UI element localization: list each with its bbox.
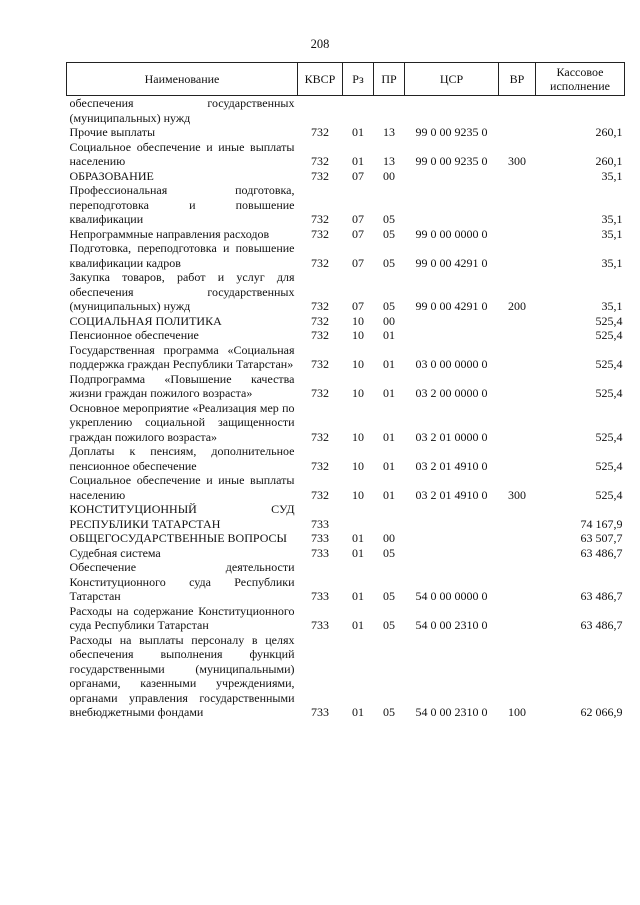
- row-pr: 05: [383, 589, 395, 603]
- row-rz: 01: [352, 125, 364, 139]
- table-row: [67, 401, 625, 445]
- row-name: Прочие выплаты: [69, 125, 156, 139]
- row-kvsr: 732: [311, 328, 329, 342]
- row-amount: 63 486,7: [580, 545, 623, 560]
- row-amount: 525,4: [595, 328, 623, 342]
- row-rz: 10: [352, 458, 364, 473]
- row-csr: 03 0 00 0000 0: [415, 357, 488, 371]
- row-csr: [405, 328, 499, 343]
- page-number: 208: [310, 37, 330, 51]
- row-vr: [499, 314, 536, 329]
- row-rz: 10: [352, 487, 364, 502]
- row-amount: 35,1: [601, 255, 623, 270]
- row-kvsr: 732: [311, 226, 329, 241]
- header-csr: ЦСР: [405, 63, 499, 96]
- row-pr: 01: [383, 386, 395, 400]
- row-kvsr: 732: [311, 154, 329, 168]
- row-amount: 35,1: [601, 168, 623, 183]
- row-name: Основное мероприятие «Реализация мер по укреплению социальной защищенности граждан пожилого возраста»: [69, 400, 295, 444]
- row-name: КОНСТИТУЦИОННЫЙ СУД РЕСПУБЛИКИ ТАТАРСТАН: [69, 502, 295, 531]
- table-row: [67, 183, 625, 227]
- row-csr: 03 2 01 4910 0: [415, 458, 488, 473]
- row-rz: [343, 96, 374, 126]
- row-csr: [405, 169, 499, 184]
- row-rz: 01: [352, 154, 364, 168]
- row-name: СОЦИАЛЬНАЯ ПОЛИТИКА: [69, 313, 222, 328]
- row-name: Непрограммные направления расходов: [69, 226, 270, 241]
- row-pr: [374, 96, 405, 126]
- table-row: [67, 546, 625, 561]
- row-name: Расходы на выплаты персоналу в целях обеспечения выполнения функций государственными (муниципальными) органами, казенными учреждениями, органами управления государственными внебюджетными фондами: [69, 632, 295, 719]
- row-pr: 01: [383, 487, 395, 502]
- row-pr: 05: [383, 618, 395, 632]
- row-name: Подготовка, переподготовка и повышение квалификации кадров: [69, 241, 295, 270]
- table-row: [67, 96, 625, 126]
- row-pr: 05: [383, 705, 395, 719]
- row-kvsr: 733: [311, 589, 329, 603]
- row-name: Закупка товаров, работ и услуг для обеспечения государственных (муниципальных) нужд: [69, 270, 295, 313]
- row-rz: 01: [352, 545, 364, 560]
- row-name: Пенсионное обеспечение: [69, 328, 199, 342]
- row-csr: 54 0 00 0000 0: [415, 589, 488, 603]
- row-csr: 54 0 00 2310 0: [415, 705, 488, 719]
- table-row: [67, 604, 625, 633]
- row-pr: 01: [383, 357, 395, 371]
- table-row: [67, 531, 625, 546]
- row-rz: 10: [352, 328, 364, 342]
- row-name: Социальное обеспечение и иные выплаты населению: [69, 139, 295, 168]
- table-row: [67, 502, 625, 531]
- row-amount: 35,1: [601, 212, 623, 226]
- row-amount: 62 066,9: [580, 705, 623, 719]
- budget-table: [66, 62, 625, 720]
- row-name: обеспечения государственных (муниципальных) нужд: [69, 96, 295, 125]
- row-pr: 01: [383, 458, 395, 473]
- row-rz: 10: [352, 357, 364, 371]
- header-rz: Рз: [343, 63, 374, 96]
- row-kvsr: 732: [311, 125, 329, 139]
- row-pr: 05: [383, 226, 395, 241]
- table-row: [67, 473, 625, 502]
- row-kvsr: 732: [311, 212, 329, 226]
- row-pr: 00: [383, 313, 395, 328]
- row-rz: 01: [352, 589, 364, 603]
- table-header-row: [67, 63, 625, 96]
- table-row: [67, 343, 625, 372]
- row-csr: 99 0 00 9235 0: [415, 125, 488, 139]
- row-pr: 00: [383, 168, 395, 183]
- row-name: Социальное обеспечение и иные выплаты населению: [69, 473, 295, 502]
- row-pr: 13: [383, 125, 395, 139]
- row-vr: [499, 328, 536, 343]
- row-pr: 05: [383, 545, 395, 560]
- row-rz: 07: [352, 255, 364, 270]
- row-pr: 05: [383, 255, 395, 270]
- row-rz: 07: [352, 226, 364, 241]
- row-pr: 05: [383, 212, 395, 226]
- row-vr: [499, 343, 536, 372]
- row-pr: 05: [383, 299, 395, 313]
- row-name: ОБРАЗОВАНИЕ: [69, 168, 154, 183]
- header-vr: ВР: [499, 63, 536, 96]
- row-name: Подпрограмма «Повышение качества жизни граждан пожилого возраста»: [69, 371, 295, 400]
- row-csr: [405, 502, 499, 531]
- row-amount: 74 167,9: [580, 516, 623, 531]
- row-vr: [499, 183, 536, 227]
- header-pr: ПР: [374, 63, 405, 96]
- row-rz: 01: [352, 618, 364, 632]
- row-name: Обеспечение деятельности Конституционного суда Республики Татарстан: [69, 560, 295, 603]
- row-csr: 99 0 00 4291 0: [415, 299, 488, 313]
- row-kvsr: 733: [311, 516, 329, 531]
- row-vr: [499, 169, 536, 184]
- row-amount: 63 507,7: [580, 531, 623, 545]
- row-name: Доплаты к пенсиям, дополнительное пенсионное обеспечение: [69, 444, 295, 473]
- row-amount: 63 486,7: [580, 589, 623, 603]
- row-vr: [499, 560, 536, 604]
- row-vr: [499, 444, 536, 473]
- row-rz: 07: [352, 168, 364, 183]
- row-amount: 525,4: [595, 313, 623, 328]
- table-row: [67, 444, 625, 473]
- row-kvsr: 732: [311, 299, 329, 313]
- row-vr: 200: [508, 299, 526, 313]
- row-vr: 300: [508, 487, 526, 502]
- row-rz: 10: [352, 386, 364, 400]
- row-amount: 525,4: [595, 357, 623, 371]
- row-csr: 03 2 00 0000 0: [415, 386, 488, 400]
- row-amount: 63 486,7: [580, 618, 623, 632]
- table-row: [67, 140, 625, 169]
- row-kvsr: 732: [311, 357, 329, 371]
- row-csr: [405, 531, 499, 546]
- table-row: [67, 125, 625, 140]
- row-kvsr: 732: [311, 429, 329, 444]
- row-vr: [499, 241, 536, 270]
- row-vr: [499, 401, 536, 445]
- row-name: ОБЩЕГОСУДАРСТВЕННЫЕ ВОПРОСЫ: [69, 531, 287, 545]
- row-vr: [499, 531, 536, 546]
- row-pr: 01: [383, 328, 395, 342]
- row-name: Профессиональная подготовка, переподготовка и повышение квалификации: [69, 183, 295, 226]
- row-pr: 01: [383, 429, 395, 444]
- row-csr: 99 0 00 9235 0: [415, 154, 488, 168]
- row-kvsr: 733: [311, 705, 329, 719]
- row-vr: 100: [508, 705, 526, 719]
- table-row: [67, 372, 625, 401]
- row-vr: [499, 227, 536, 242]
- row-rz: 07: [352, 299, 364, 313]
- table-row: [67, 560, 625, 604]
- row-csr: 99 0 00 4291 0: [415, 255, 488, 270]
- row-csr: [405, 314, 499, 329]
- row-kvsr: 732: [311, 458, 329, 473]
- row-kvsr: [298, 96, 343, 126]
- header-name: Наименование: [67, 63, 298, 96]
- row-rz: 01: [352, 705, 364, 719]
- row-name: Судебная система: [69, 545, 161, 560]
- table-row: [67, 314, 625, 329]
- row-amount: 525,4: [595, 386, 623, 400]
- row-name: Государственная программа «Социальная поддержка граждан Республики Татарстан»: [69, 342, 295, 371]
- row-csr: [405, 546, 499, 561]
- row-rz: 10: [352, 429, 364, 444]
- row-rz: [343, 502, 374, 531]
- row-kvsr: 733: [311, 618, 329, 632]
- row-csr: 03 2 01 4910 0: [415, 487, 488, 502]
- row-kvsr: 732: [311, 313, 329, 328]
- row-csr: 99 0 00 0000 0: [415, 226, 488, 241]
- row-rz: 01: [352, 531, 364, 545]
- row-amount: 35,1: [601, 299, 623, 313]
- row-rz: 10: [352, 313, 364, 328]
- row-csr: [405, 183, 499, 227]
- table-row: [67, 169, 625, 184]
- row-csr: 54 0 00 2310 0: [415, 618, 488, 632]
- table-row: [67, 270, 625, 314]
- row-kvsr: 732: [311, 487, 329, 502]
- row-vr: [499, 125, 536, 140]
- row-pr: [374, 502, 405, 531]
- header-amount: Кассовое исполнение: [536, 63, 625, 96]
- row-pr: 13: [383, 154, 395, 168]
- row-vr: [499, 96, 536, 126]
- row-vr: [499, 502, 536, 531]
- table-row: [67, 328, 625, 343]
- row-vr: [499, 604, 536, 633]
- row-amount: 35,1: [601, 226, 623, 241]
- row-csr: [405, 96, 499, 126]
- row-amount: 260,1: [595, 154, 623, 168]
- row-csr: 03 2 01 0000 0: [415, 429, 488, 444]
- row-amount: [536, 96, 625, 126]
- header-kvsr: КВСР: [298, 63, 343, 96]
- table-row: [67, 227, 625, 242]
- table-row: [67, 241, 625, 270]
- row-kvsr: 733: [311, 545, 329, 560]
- row-kvsr: 733: [311, 531, 329, 545]
- row-rz: 07: [352, 212, 364, 226]
- row-kvsr: 732: [311, 168, 329, 183]
- table-row: [67, 633, 625, 720]
- row-kvsr: 732: [311, 386, 329, 400]
- row-amount: 525,4: [595, 458, 623, 473]
- row-amount: 525,4: [595, 487, 623, 502]
- row-vr: 300: [508, 154, 526, 168]
- row-name: Расходы на содержание Конституционного суда Республики Татарстан: [69, 603, 295, 632]
- row-amount: 525,4: [595, 429, 623, 444]
- row-vr: [499, 372, 536, 401]
- row-kvsr: 732: [311, 255, 329, 270]
- row-vr: [499, 546, 536, 561]
- row-pr: 00: [383, 531, 395, 545]
- row-amount: 260,1: [595, 125, 623, 139]
